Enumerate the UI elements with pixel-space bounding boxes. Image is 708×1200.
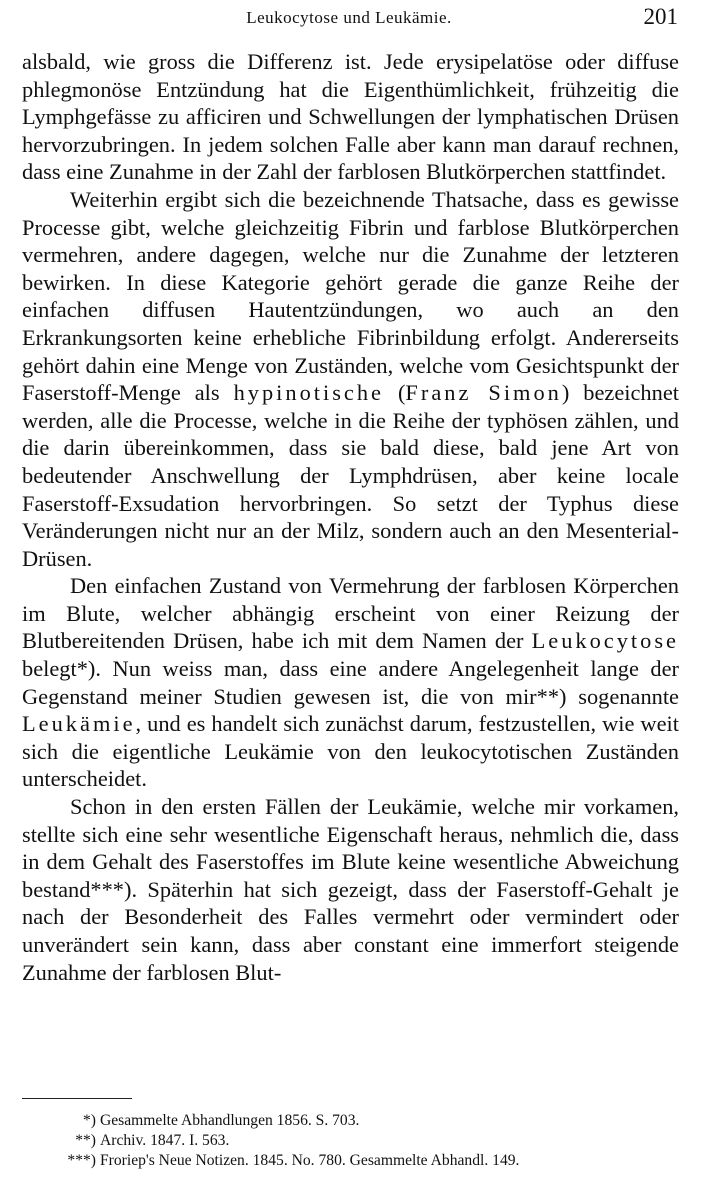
paragraph-4: Schon in den ersten Fällen der Leukämie, welche mir vorkamen, stellte sich eine sehr wesentliche Eigenschaft heraus, nehmlich die, dass in dem Gehalt des Faserstoffes im Blute keine wesentliche Abweichung bestand***). Späterhin hat sich gezeigt, dass der Faserstoff-Gehalt je nach der Besonderheit des Falles vermehrt oder vermindert oder unverändert sein kann, dass aber constant eine immerfort steigende Zunahme der farblosen Blut- [22, 794, 679, 985]
footnote-rule [22, 1098, 132, 1099]
body-text [22, 48, 679, 986]
footnote-marker: **) [75, 1132, 96, 1149]
spaced-name-franz-simon: Franz Simon [405, 380, 562, 406]
footnote-text: Froriep's Neue Notizen. 1845. No. 780. Gesammelte Abhandl. 149. [100, 1152, 520, 1169]
footnote-marker: *) [83, 1112, 96, 1129]
footnote-marker: ***) [67, 1152, 96, 1169]
paragraph-2-part-a: Weiterhin ergibt sich die bezeichnende Thatsache, dass es gewisse Processe gibt, welche gleichzeitig Fibrin und farblose Blutkörperchen vermehren, andere dagegen, welche nur die Zunahme der letzteren bewirken. In diese Kategorie gehört gerade die ganze Reihe der einfachen diffusen Hautentzündungen, wo auch an den Erkrankungsorten keine erhebliche Fibrinbildung erfolgt. Andererseits gehört dahin eine Menge von Zuständen, welche vom Gesichtspunkt der Faserstoff-Menge als [22, 186, 679, 406]
paragraph-2-part-b: ( [384, 380, 406, 406]
spaced-term-hypinotische: hypinotische [233, 380, 384, 406]
paragraph-3-part-a: Den einfachen Zustand von Vermehrung der farblosen Körperchen im Blute, welcher abhängig erscheint von einer Reizung der Blutbereitenden Drüsen, habe ich mit dem Namen der [22, 573, 679, 654]
spaced-term-leukocytose: Leukocytose [531, 628, 679, 654]
footnote-text: Gesammelte Abhandlungen 1856. S. 703. [100, 1112, 360, 1129]
footnotes [38, 1111, 688, 1171]
paragraph-2-part-c: ) bezeichnet werden, alle die Processe, welche in die Reihe der typhösen zählen, und die darin übereinkommen, dass sie bald diese, bald jene Art von bedeutender Anschwellung der Lymphdrüsen, aber keine locale Faserstoff-Exsudation hervorbringen. So setzt der Typhus diese Veränderungen nicht nur an der Milz, sondern auch an den Mesenterial-Drüsen. [22, 380, 679, 571]
page-header [20, 2, 678, 34]
footnote-2 [38, 1131, 688, 1151]
footnote-text: Archiv. 1847. I. 563. [100, 1132, 230, 1149]
paragraph-1: alsbald, wie gross die Differenz ist. Jede erysipelatöse oder diffuse phlegmonöse Entzündung hat die Eigenthümlichkeit, frühzeitig die Lymphgefässe zu afficiren und Schwellungen der lymphatischen Drüsen hervorzubringen. In jedem solchen Falle aber kann man darauf rechnen, dass eine Zunahme in der Zahl der farblosen Blutkörperchen stattfindet. [22, 49, 679, 185]
spaced-term-leukaemie: Leukämie [22, 711, 136, 737]
paragraph-3-part-b: belegt*). Nun weiss man, dass eine andere Angelegenheit lange der Gegenstand meiner Studien gewesen ist, die von mir**) sogenannte [22, 656, 679, 709]
running-head: Leukocytose und Leukämie. [246, 8, 452, 27]
paragraph-2 [22, 186, 679, 572]
paragraph-3-part-c: , und es handelt sich zunächst darum, festzustellen, wie weit sich die eigentliche Leukämie von den leukocytotischen Zuständen unterscheidet. [22, 711, 679, 792]
paragraph-3 [22, 572, 679, 793]
footnote-1 [38, 1111, 688, 1131]
footnote-3 [38, 1151, 688, 1171]
page-number: 201 [643, 4, 678, 29]
